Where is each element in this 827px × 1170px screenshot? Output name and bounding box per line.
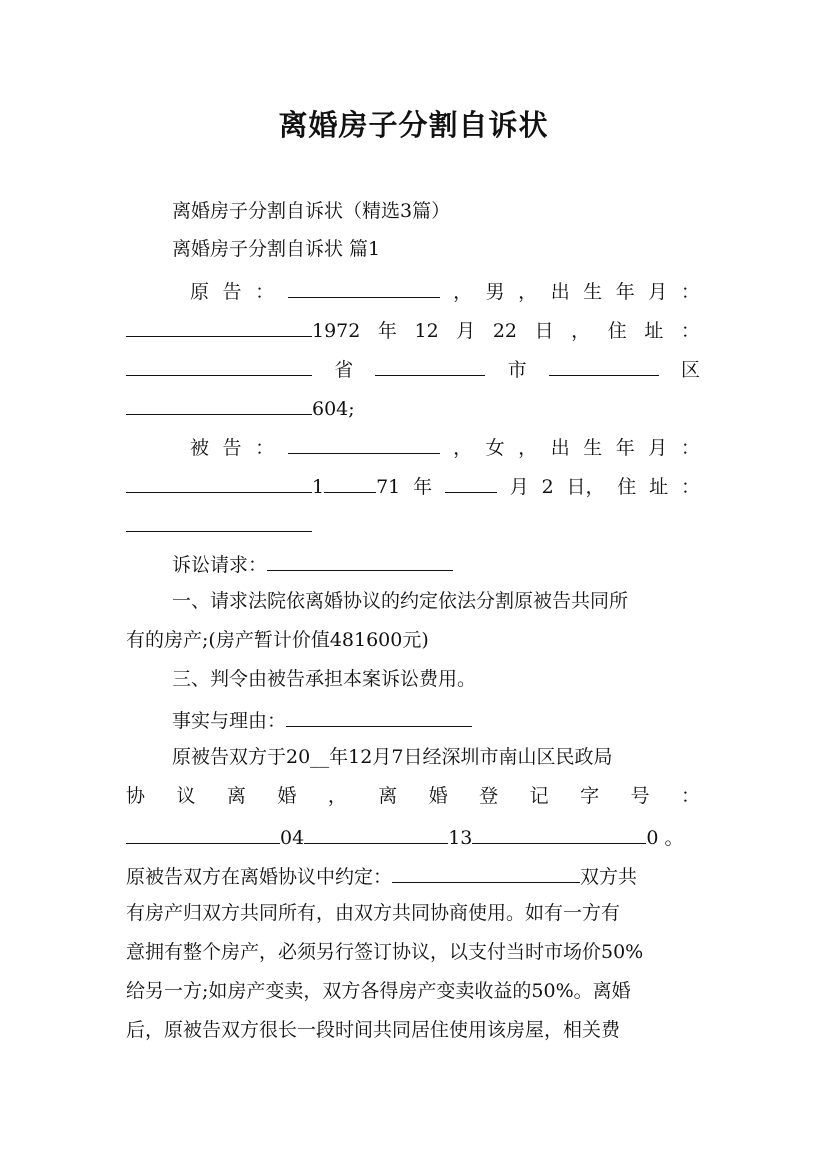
text: 婚 [277,785,297,807]
facts-7: 给另一方;如房产变卖，双方各得房产变卖收益的50%。离婚 [126,980,631,1002]
text: 省 [334,359,354,381]
text: ： [680,437,700,459]
text: ： [255,437,275,459]
claims-label: 诉讼请求： [172,554,268,576]
text: 住 [617,476,637,498]
text: 月 [648,281,668,303]
blank [549,355,659,376]
blank [286,706,472,727]
text: ： [680,476,700,498]
section-heading: 离婚房子分割自诉状 篇1 [172,238,381,260]
text: 协 [126,785,146,807]
plaintiff-line-4 [126,394,700,421]
blank [267,550,453,571]
text: ： [680,785,700,807]
birth-month: 12 [414,320,439,342]
text: 字 [580,785,600,807]
defendant-line-1 [190,433,700,460]
claim-3: 三、判令由被告承担本案诉讼费用。 [172,668,477,690]
text: 日， [566,476,605,498]
text: ， [453,437,473,459]
text: 号 [630,785,650,807]
facts-3 [126,823,700,850]
text: 址 [644,320,664,342]
document-title: 离婚房子分割自诉状 [278,108,549,142]
facts-5: 有房产归双方共同所有，由双方共同协商使用。如有一方有 [126,902,621,924]
defendant-line-2 [126,472,700,499]
text: ， [518,281,538,303]
text: 住 [607,320,627,342]
text: 71 [376,476,401,498]
claims-line [172,550,700,577]
plaintiff-line-2 [126,316,700,343]
blank-defendant-name [288,433,440,454]
blank [126,823,280,844]
blank [445,472,497,493]
blank [472,823,646,844]
text: ， [327,785,347,807]
text: 604; [312,398,355,420]
blank [126,511,312,532]
facts-4 [126,862,700,889]
text: 日 [534,320,554,342]
claim-1b: 有的房产;(房产暂计价值481600元) [126,629,429,651]
text: 婚 [428,785,448,807]
text: 出 [550,437,570,459]
facts-label: 事实与理由： [172,710,287,732]
text: 记 [529,785,549,807]
text: 登 [479,785,499,807]
birth-year: 1972 [312,320,361,342]
facts-1: 原被告双方于20__年12月7日经深圳市南山区民政局 [172,746,613,768]
blank [304,823,448,844]
text: 告 [222,437,242,459]
text: ， [518,437,538,459]
text: ： [680,320,700,342]
blank [126,316,312,337]
text: 2 [541,476,554,498]
text: 议 [176,785,196,807]
text: 0 。 [646,827,684,849]
text: ： [680,281,700,303]
text: 生 [583,281,603,303]
facts-8: 后，原被告双方很长一段时间共同居住使用该房屋，相关费 [126,1019,621,1041]
text: 市 [507,359,527,381]
text: 生 [583,437,603,459]
text: 被 [190,437,210,459]
blank [126,355,312,376]
text: ， [453,281,473,303]
facts-6: 意拥有整个房产，必须另行签订协议，以支付当时市场价50% [126,941,644,963]
facts-line [172,706,700,733]
text: 女 [485,437,505,459]
text: 原被告双方在离婚协议中约定： [126,866,393,888]
text: 出 [550,281,570,303]
text: 区 [680,359,700,381]
text: 13 [448,827,473,849]
text: 04 [280,827,305,849]
text: 月 [648,437,668,459]
text: 年 [413,476,433,498]
text: 原 [190,281,210,303]
blank [392,862,580,883]
blank [126,472,312,493]
text: 告 [222,281,242,303]
text: 双方共 [580,866,638,888]
claim-1a: 一、请求法院依离婚协议的约定依法分割原被告共同所 [172,590,629,612]
text: 男 [485,281,505,303]
text: 年 [615,437,635,459]
facts-2 [126,784,700,808]
defendant-line-3 [126,511,700,538]
text: 年 [615,281,635,303]
text: ： [255,281,275,303]
plaintiff-line-1 [190,277,700,304]
text: 1 [312,476,325,498]
text: 离 [226,785,246,807]
text: 址 [649,476,669,498]
text: 月 [456,320,476,342]
text: 月 [509,476,529,498]
plaintiff-line-3 [126,355,700,382]
text: 离 [378,785,398,807]
blank [126,394,312,415]
blank [324,472,376,493]
subtitle: 离婚房子分割自诉状（精选3篇） [172,200,451,222]
text: ， [571,320,591,342]
text: 年 [377,320,397,342]
blank [375,355,485,376]
birth-day: 22 [492,320,518,342]
blank-plaintiff-name [288,277,440,298]
